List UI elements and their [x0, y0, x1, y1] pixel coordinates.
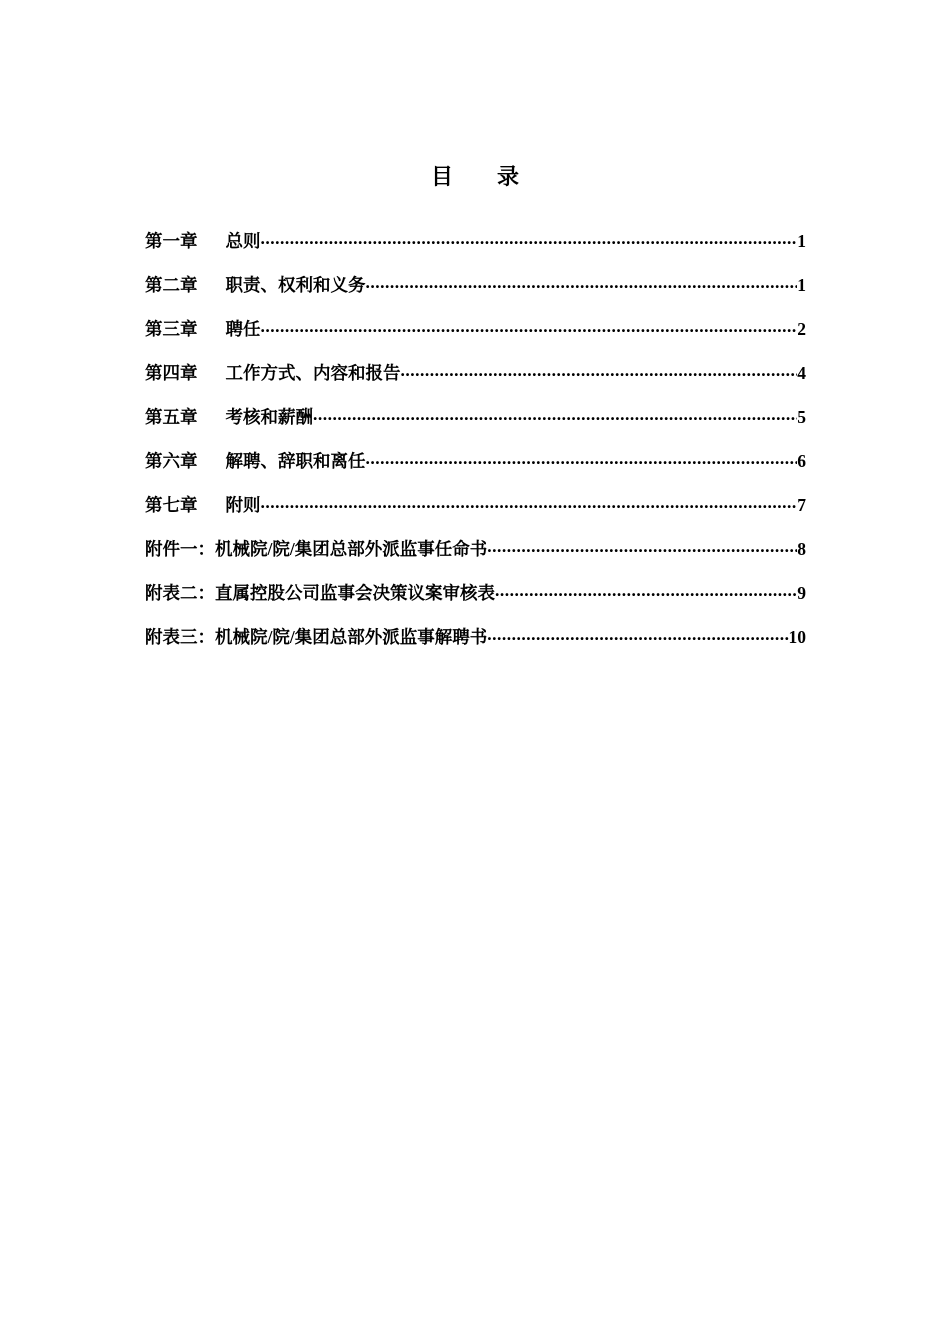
toc-page-number: 10 — [788, 627, 806, 647]
toc-row-appendix-3[interactable] — [145, 624, 806, 668]
toc-entry-title: 聘任 — [225, 319, 261, 339]
toc-page-number: 8 — [797, 539, 806, 559]
toc-row-chapter-4[interactable] — [145, 360, 806, 404]
toc-dot-leader — [261, 494, 798, 512]
toc-chapter-label: 第五章 — [145, 407, 198, 427]
toc-dot-leader — [366, 450, 798, 468]
toc-page-number: 5 — [797, 407, 806, 427]
toc-entry-title: 工作方式、内容和报告 — [225, 363, 401, 383]
toc-entry-title: 考核和薪酬 — [225, 407, 313, 427]
toc-chapter-label: 第四章 — [145, 363, 198, 383]
toc-row-chapter-1[interactable] — [145, 228, 806, 272]
toc-entry-title: 附则 — [225, 495, 261, 515]
toc-chapter-label: 第一章 — [145, 231, 198, 251]
toc-chapter-label: 第三章 — [145, 319, 198, 339]
toc-row-appendix-1[interactable] — [145, 536, 806, 580]
toc-entry-title: 总则 — [225, 231, 261, 251]
toc-dot-leader — [495, 582, 797, 600]
toc-row-chapter-6[interactable] — [145, 448, 806, 492]
toc-page-number: 4 — [797, 363, 806, 383]
toc-dot-leader — [487, 626, 788, 644]
toc-dot-leader — [366, 274, 798, 292]
toc-page-number: 1 — [797, 275, 806, 295]
toc-entry-title: 附表三：机械院/院/集团总部外派监事解聘书 — [145, 627, 488, 647]
toc-dot-leader — [261, 318, 798, 336]
toc-row-appendix-2[interactable] — [145, 580, 806, 624]
toc-page-number: 2 — [797, 319, 806, 339]
toc-title-part1: 目 — [430, 164, 453, 189]
toc-row-chapter-7[interactable] — [145, 492, 806, 536]
toc-row-chapter-3[interactable] — [145, 316, 806, 360]
toc-title-part2: 录 — [497, 164, 520, 189]
toc-list — [145, 228, 806, 668]
toc-dot-leader — [487, 538, 797, 556]
toc-entry-title: 职责、权利和义务 — [225, 275, 366, 295]
toc-dot-leader — [261, 230, 798, 248]
toc-chapter-label: 第二章 — [145, 275, 198, 295]
toc-entry-title: 附表二：直属控股公司监事会决策议案审核表 — [145, 583, 495, 603]
toc-chapter-label: 第七章 — [145, 495, 198, 515]
toc-row-chapter-5[interactable] — [145, 404, 806, 448]
toc-dot-leader — [401, 362, 798, 380]
toc-page-number: 1 — [797, 231, 806, 251]
toc-chapter-label: 第六章 — [145, 451, 198, 471]
toc-entry-title: 解聘、辞职和离任 — [225, 451, 366, 471]
toc-page-number: 6 — [797, 451, 806, 471]
toc-dot-leader — [313, 406, 797, 424]
toc-row-chapter-2[interactable] — [145, 272, 806, 316]
toc-title — [0, 160, 950, 191]
toc-page-number: 7 — [797, 495, 806, 515]
toc-page-number: 9 — [797, 583, 806, 603]
toc-entry-title: 附件一：机械院/院/集团总部外派监事任命书 — [145, 539, 488, 559]
